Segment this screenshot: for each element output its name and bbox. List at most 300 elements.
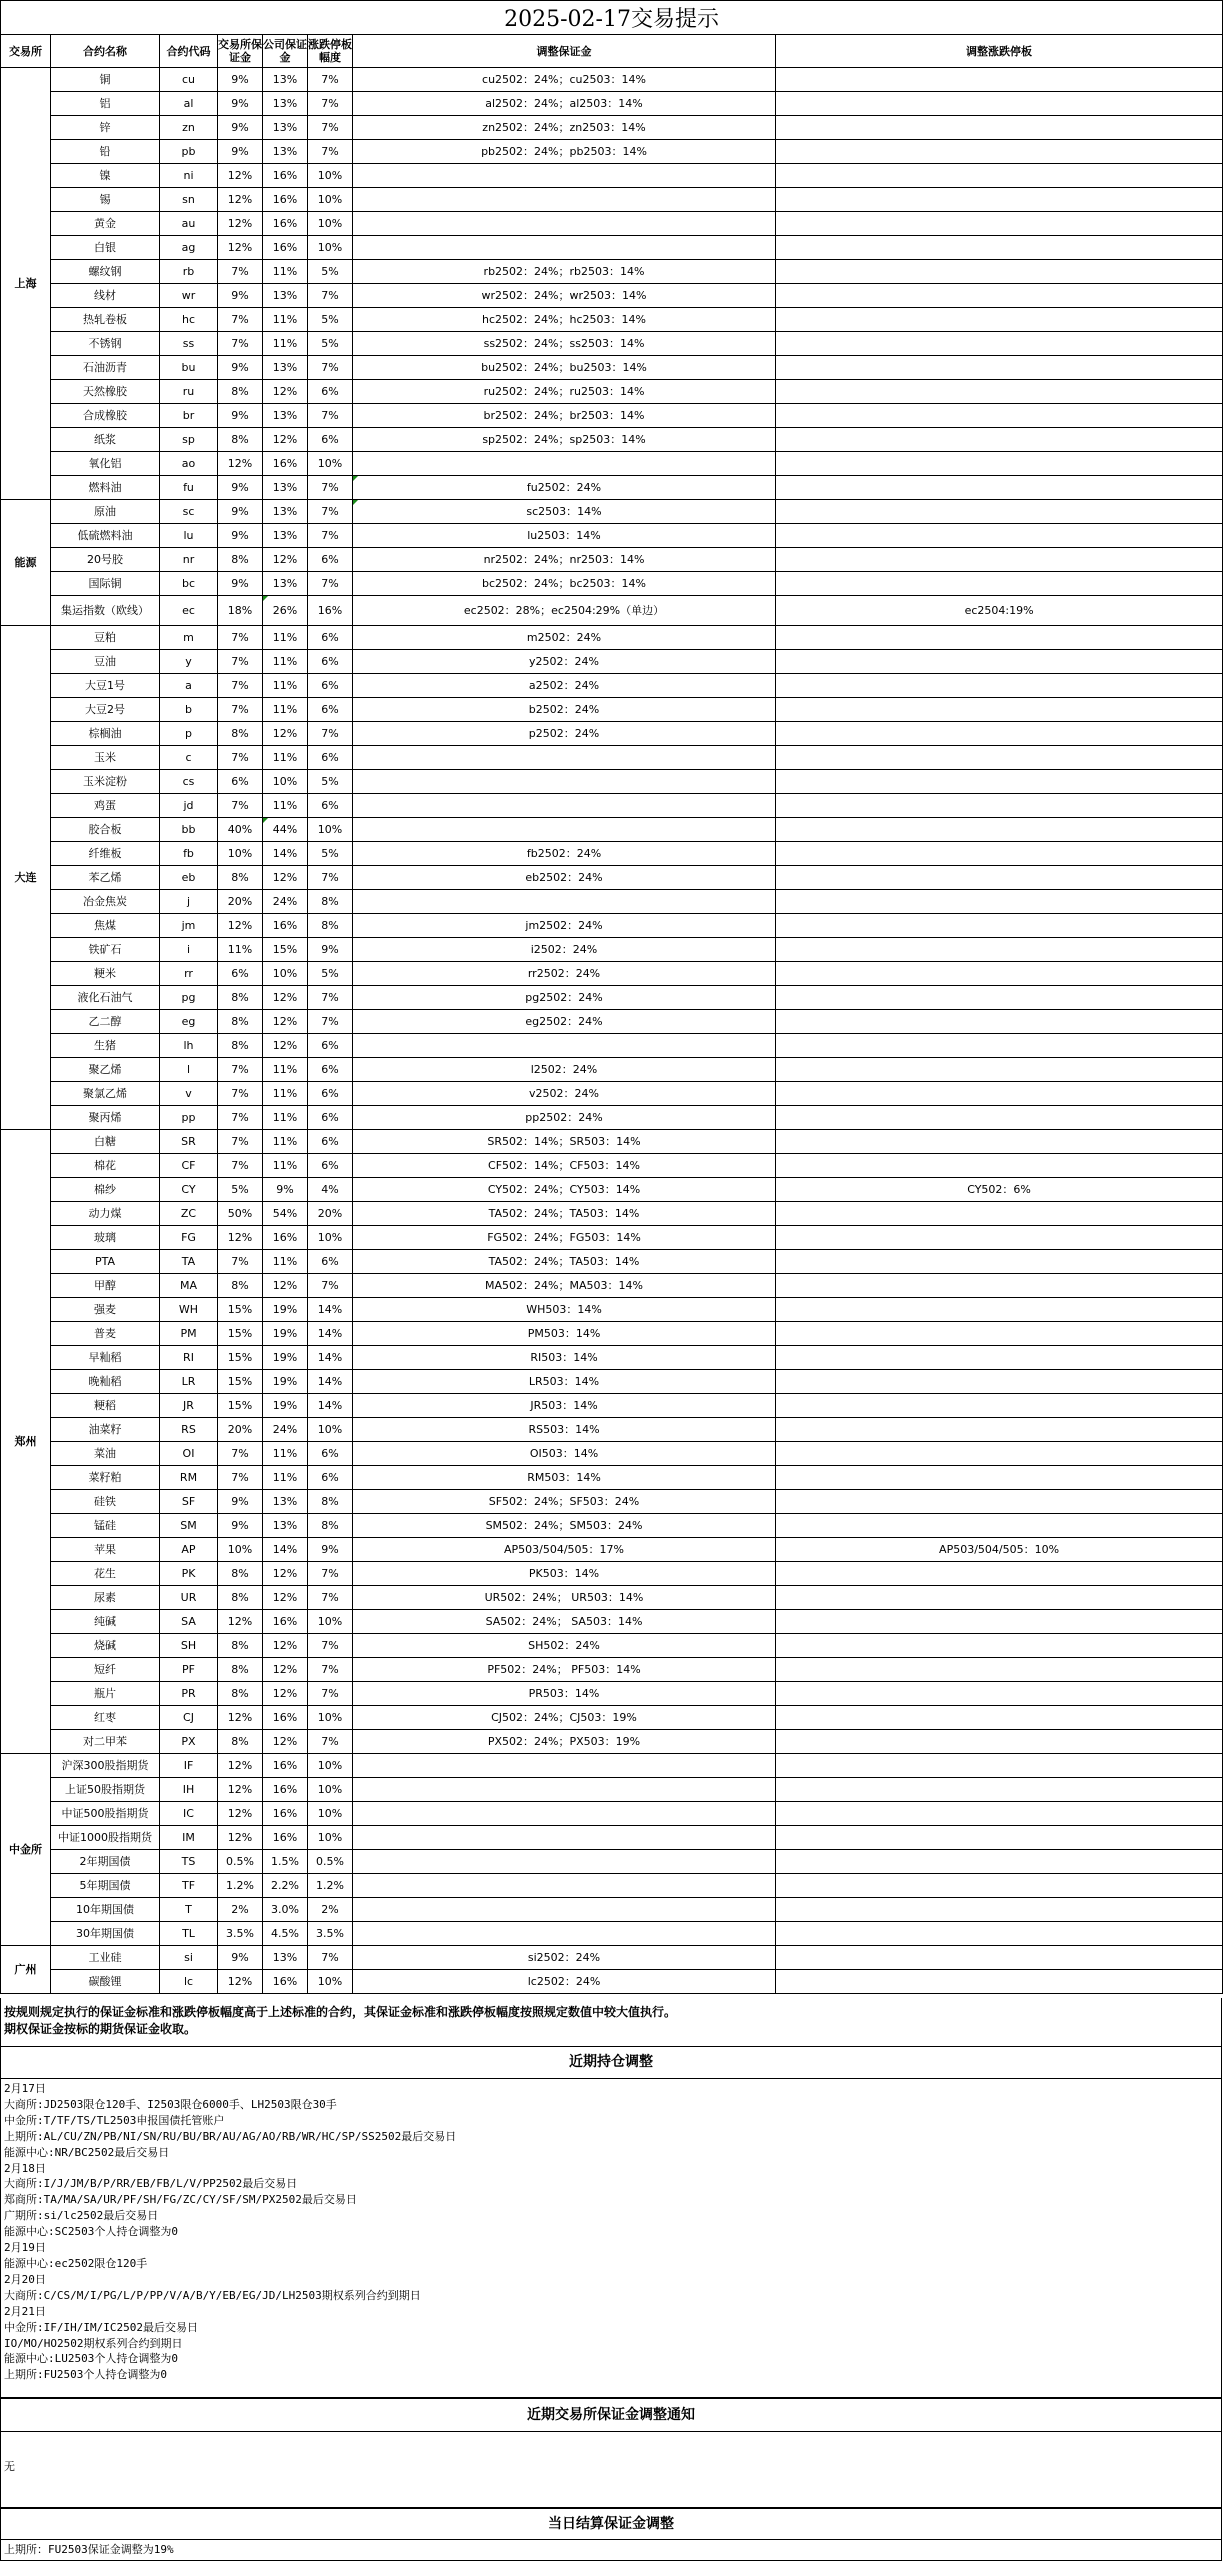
- limit-range-cell: 10%: [308, 1970, 353, 1994]
- exchange-margin-cell: 12%: [218, 164, 263, 188]
- adjust-limit-cell: [776, 1442, 1223, 1466]
- limit-range-cell: 6%: [308, 626, 353, 650]
- adjust-margin-cell: CF502：14%；CF503：14%: [353, 1154, 776, 1178]
- adjust-limit-cell: [776, 332, 1223, 356]
- adjust-margin-cell: ru2502：24%；ru2503：14%: [353, 380, 776, 404]
- contract-name-cell: 纸浆: [51, 428, 160, 452]
- header-row: [1, 35, 1223, 68]
- adjust-margin-cell: pb2502：24%；pb2503：14%: [353, 140, 776, 164]
- contract-name-cell: 铅: [51, 140, 160, 164]
- company-margin-cell: 16%: [263, 236, 308, 260]
- contract-code-cell: CF: [160, 1154, 218, 1178]
- table-row: [1, 500, 1223, 524]
- adjust-limit-cell: [776, 92, 1223, 116]
- exchange-margin-cell: 8%: [218, 380, 263, 404]
- contract-code-cell: i: [160, 938, 218, 962]
- limit-range-cell: 10%: [308, 1826, 353, 1850]
- adjust-margin-cell: y2502：24%: [353, 650, 776, 674]
- limit-range-cell: 7%: [308, 1634, 353, 1658]
- company-margin-cell: 16%: [263, 1826, 308, 1850]
- contract-code-cell: wr: [160, 284, 218, 308]
- exchange-margin-cell: 0.5%: [218, 1850, 263, 1874]
- contract-name-cell: 液化石油气: [51, 986, 160, 1010]
- limit-range-cell: 7%: [308, 356, 353, 380]
- exchange-margin-cell: 3.5%: [218, 1922, 263, 1946]
- company-margin-cell: 1.5%: [263, 1850, 308, 1874]
- limit-range-cell: 6%: [308, 1442, 353, 1466]
- company-margin-cell: 12%: [263, 1034, 308, 1058]
- exchange-margin-cell: 15%: [218, 1346, 263, 1370]
- company-margin-cell: 16%: [263, 1610, 308, 1634]
- adjust-margin-cell: [353, 1802, 776, 1826]
- table-row: [1, 92, 1223, 116]
- contract-code-cell: ZC: [160, 1202, 218, 1226]
- adjust-limit-cell: [776, 1034, 1223, 1058]
- exchange-margin-cell: 8%: [218, 1010, 263, 1034]
- adjust-margin-cell: [353, 188, 776, 212]
- company-margin-cell: 13%: [263, 476, 308, 500]
- exchange-margin-cell: 9%: [218, 1946, 263, 1970]
- contract-name-cell: 不锈钢: [51, 332, 160, 356]
- limit-range-cell: 6%: [308, 650, 353, 674]
- contract-code-cell: lc: [160, 1970, 218, 1994]
- contract-code-cell: y: [160, 650, 218, 674]
- contract-code-cell: SF: [160, 1490, 218, 1514]
- contract-name-cell: 纤维板: [51, 842, 160, 866]
- limit-range-cell: 6%: [308, 1466, 353, 1490]
- exchange-cell: 中金所: [1, 1754, 51, 1946]
- adjust-margin-cell: WH503：14%: [353, 1298, 776, 1322]
- exchange-margin-cell: 9%: [218, 140, 263, 164]
- exchange-margin-cell: 40%: [218, 818, 263, 842]
- adjust-limit-cell: [776, 1754, 1223, 1778]
- company-margin-cell: 11%: [263, 308, 308, 332]
- contract-code-cell: LR: [160, 1370, 218, 1394]
- contract-code-cell: SM: [160, 1514, 218, 1538]
- contract-code-cell: eb: [160, 866, 218, 890]
- company-margin-cell: 9%: [263, 1178, 308, 1202]
- header-contract-code: 合约代码: [160, 35, 218, 68]
- limit-range-cell: 14%: [308, 1370, 353, 1394]
- contract-code-cell: ag: [160, 236, 218, 260]
- contract-name-cell: 菜籽粕: [51, 1466, 160, 1490]
- adjust-margin-cell: i2502：24%: [353, 938, 776, 962]
- exchange-margin-cell: 1.2%: [218, 1874, 263, 1898]
- rule-notice-line: 期权保证金按标的期货保证金收取。: [4, 2022, 197, 2036]
- company-margin-cell: 19%: [263, 1298, 308, 1322]
- notice-line: 上期所：FU2503保证金调整为19%: [4, 2543, 174, 2556]
- contract-code-cell: fu: [160, 476, 218, 500]
- contract-name-cell: 强麦: [51, 1298, 160, 1322]
- limit-range-cell: 10%: [308, 1610, 353, 1634]
- limit-range-cell: 4%: [308, 1178, 353, 1202]
- settle-adjust-list: [0, 2540, 1222, 2561]
- adjust-margin-cell: [353, 1826, 776, 1850]
- exchange-margin-cell: 7%: [218, 1082, 263, 1106]
- table-row: [1, 380, 1223, 404]
- contract-code-cell: TA: [160, 1250, 218, 1274]
- contract-name-cell: 铜: [51, 68, 160, 92]
- table-row: [1, 404, 1223, 428]
- table-row: [1, 962, 1223, 986]
- table-row: [1, 1610, 1223, 1634]
- company-margin-cell: 11%: [263, 1466, 308, 1490]
- adjust-margin-cell: TA502：24%；TA503：14%: [353, 1202, 776, 1226]
- adjust-margin-cell: FG502：24%；FG503：14%: [353, 1226, 776, 1250]
- exchange-margin-cell: 7%: [218, 1442, 263, 1466]
- adjust-margin-cell: SH502：24%: [353, 1634, 776, 1658]
- adjust-limit-cell: [776, 1634, 1223, 1658]
- contract-code-cell: ru: [160, 380, 218, 404]
- contract-code-cell: eg: [160, 1010, 218, 1034]
- contract-name-cell: 棕榈油: [51, 722, 160, 746]
- table-row: [1, 1562, 1223, 1586]
- company-margin-cell: 13%: [263, 1490, 308, 1514]
- table-row: [1, 1202, 1223, 1226]
- table-row: [1, 1346, 1223, 1370]
- contract-name-cell: 尿素: [51, 1586, 160, 1610]
- company-margin-cell: 11%: [263, 1106, 308, 1130]
- contract-name-cell: 国际铜: [51, 572, 160, 596]
- exchange-margin-cell: 20%: [218, 1418, 263, 1442]
- table-row: [1, 572, 1223, 596]
- contract-name-cell: 大豆1号: [51, 674, 160, 698]
- limit-range-cell: 7%: [308, 986, 353, 1010]
- exchange-margin-cell: 11%: [218, 938, 263, 962]
- adjust-limit-cell: [776, 722, 1223, 746]
- contract-code-cell: IF: [160, 1754, 218, 1778]
- adjust-limit-cell: [776, 1826, 1223, 1850]
- notice-line: 2月19日: [4, 2241, 46, 2255]
- company-margin-cell: 13%: [263, 68, 308, 92]
- limit-range-cell: 5%: [308, 332, 353, 356]
- table-row: [1, 1682, 1223, 1706]
- contract-code-cell: rr: [160, 962, 218, 986]
- exchange-margin-cell: 15%: [218, 1370, 263, 1394]
- exchange-margin-cell: 18%: [218, 596, 263, 626]
- table-row: [1, 914, 1223, 938]
- adjust-margin-cell: pg2502：24%: [353, 986, 776, 1010]
- limit-range-cell: 6%: [308, 746, 353, 770]
- contract-code-cell: PF: [160, 1658, 218, 1682]
- adjust-limit-cell: [776, 1778, 1223, 1802]
- contract-code-cell: v: [160, 1082, 218, 1106]
- adjust-limit-cell: [776, 1370, 1223, 1394]
- adjust-margin-cell: rr2502：24%: [353, 962, 776, 986]
- company-margin-cell: 11%: [263, 1250, 308, 1274]
- adjust-limit-cell: [776, 890, 1223, 914]
- adjust-margin-cell: TA502：24%；TA503：14%: [353, 1250, 776, 1274]
- table-row: [1, 698, 1223, 722]
- contract-name-cell: 玉米: [51, 746, 160, 770]
- exchange-margin-cell: 9%: [218, 524, 263, 548]
- company-margin-cell: 11%: [263, 1058, 308, 1082]
- exchange-margin-cell: 8%: [218, 1682, 263, 1706]
- adjust-limit-cell: [776, 1418, 1223, 1442]
- table-row: [1, 818, 1223, 842]
- table-row: [1, 1730, 1223, 1754]
- adjust-limit-cell: [776, 1346, 1223, 1370]
- notice-line: 中金所:IF/IH/IM/IC2502最后交易日: [4, 2320, 198, 2334]
- contract-code-cell: TF: [160, 1874, 218, 1898]
- adjust-limit-cell: [776, 1058, 1223, 1082]
- contract-name-cell: 铁矿石: [51, 938, 160, 962]
- table-row: [1, 548, 1223, 572]
- contract-name-cell: 热轧卷板: [51, 308, 160, 332]
- exchange-margin-cell: 9%: [218, 1490, 263, 1514]
- exchange-margin-cell: 20%: [218, 890, 263, 914]
- adjust-margin-cell: SF502：24%；SF503：24%: [353, 1490, 776, 1514]
- adjust-margin-cell: jm2502：24%: [353, 914, 776, 938]
- adjust-limit-cell: [776, 842, 1223, 866]
- adjust-margin-cell: RS503：14%: [353, 1418, 776, 1442]
- adjust-limit-cell: [776, 260, 1223, 284]
- contract-name-cell: 上证50股指期货: [51, 1778, 160, 1802]
- contract-code-cell: SH: [160, 1634, 218, 1658]
- adjust-limit-cell: [776, 116, 1223, 140]
- contract-code-cell: si: [160, 1946, 218, 1970]
- adjust-margin-cell: al2502：24%；al2503：14%: [353, 92, 776, 116]
- company-margin-cell: 16%: [263, 1970, 308, 1994]
- notice-line: 大商所:JD2503限仓120手、I2503限仓6000手、LH2503限仓30手: [4, 2097, 337, 2111]
- table-row: [1, 452, 1223, 476]
- contract-code-cell: IH: [160, 1778, 218, 1802]
- contract-code-cell: FG: [160, 1226, 218, 1250]
- company-margin-cell: 24%: [263, 890, 308, 914]
- contract-code-cell: b: [160, 698, 218, 722]
- header-exchange-margin: 交易所保证金: [218, 35, 263, 68]
- company-margin-cell: 16%: [263, 1226, 308, 1250]
- limit-range-cell: 10%: [308, 212, 353, 236]
- contract-name-cell: 天然橡胶: [51, 380, 160, 404]
- adjust-margin-cell: [353, 1850, 776, 1874]
- limit-range-cell: 6%: [308, 428, 353, 452]
- contract-name-cell: 低硫燃料油: [51, 524, 160, 548]
- exchange-margin-cell: 8%: [218, 986, 263, 1010]
- table-row: [1, 1274, 1223, 1298]
- company-margin-cell: 11%: [263, 746, 308, 770]
- table-row: [1, 842, 1223, 866]
- adjust-limit-cell: [776, 1010, 1223, 1034]
- table-row: [1, 1130, 1223, 1154]
- adjust-limit-cell: [776, 1466, 1223, 1490]
- adjust-margin-cell: pp2502：24%: [353, 1106, 776, 1130]
- table-row: [1, 1538, 1223, 1562]
- company-margin-cell: 13%: [263, 116, 308, 140]
- adjust-limit-cell: [776, 1850, 1223, 1874]
- company-margin-cell: 11%: [263, 1130, 308, 1154]
- adjust-limit-cell: [776, 1274, 1223, 1298]
- page-title: 2025-02-17交易提示: [1, 1, 1223, 35]
- header-company-margin: 公司保证金: [263, 35, 308, 68]
- contract-code-cell: rb: [160, 260, 218, 284]
- adjust-limit-cell: [776, 308, 1223, 332]
- exchange-margin-cell: 12%: [218, 1826, 263, 1850]
- adjust-margin-cell: lu2503：14%: [353, 524, 776, 548]
- adjust-limit-cell: [776, 1970, 1223, 1994]
- rule-notice: [0, 1998, 1222, 2046]
- contract-code-cell: OI: [160, 1442, 218, 1466]
- contract-name-cell: 动力煤: [51, 1202, 160, 1226]
- table-row: [1, 428, 1223, 452]
- contract-name-cell: 5年期国债: [51, 1874, 160, 1898]
- limit-range-cell: 10%: [308, 818, 353, 842]
- table-row: [1, 626, 1223, 650]
- table-row: [1, 476, 1223, 500]
- adjust-limit-cell: [776, 794, 1223, 818]
- header-exchange: 交易所: [1, 35, 51, 68]
- adjust-limit-cell: [776, 1586, 1223, 1610]
- contract-code-cell: T: [160, 1898, 218, 1922]
- company-margin-cell: 24%: [263, 1418, 308, 1442]
- adjust-margin-cell: fu2502：24%: [353, 476, 776, 500]
- adjust-margin-cell: OI503：14%: [353, 1442, 776, 1466]
- table-row: [1, 1226, 1223, 1250]
- company-margin-cell: 11%: [263, 1082, 308, 1106]
- adjust-margin-cell: SM502：24%；SM503：24%: [353, 1514, 776, 1538]
- limit-range-cell: 7%: [308, 572, 353, 596]
- adjust-margin-cell: lc2502：24%: [353, 1970, 776, 1994]
- table-row: [1, 1106, 1223, 1130]
- table-row: [1, 236, 1223, 260]
- margin-notice-list: [0, 2432, 1222, 2508]
- limit-range-cell: 7%: [308, 284, 353, 308]
- contract-name-cell: 甲醇: [51, 1274, 160, 1298]
- table-row: [1, 1850, 1223, 1874]
- adjust-margin-cell: v2502：24%: [353, 1082, 776, 1106]
- exchange-margin-cell: 2%: [218, 1898, 263, 1922]
- adjust-limit-cell: [776, 866, 1223, 890]
- notice-line: 无: [4, 2460, 15, 2473]
- exchange-margin-cell: 15%: [218, 1298, 263, 1322]
- contract-name-cell: 原油: [51, 500, 160, 524]
- adjust-limit-cell: [776, 1562, 1223, 1586]
- contract-name-cell: 聚氯乙烯: [51, 1082, 160, 1106]
- adjust-limit-cell: [776, 284, 1223, 308]
- adjust-limit-cell: [776, 770, 1223, 794]
- company-margin-cell: 16%: [263, 1802, 308, 1826]
- limit-range-cell: 0.5%: [308, 1850, 353, 1874]
- exchange-margin-cell: 6%: [218, 962, 263, 986]
- contract-name-cell: 铝: [51, 92, 160, 116]
- settle-adjust-title: 当日结算保证金调整: [0, 2508, 1222, 2540]
- contract-name-cell: 白银: [51, 236, 160, 260]
- contract-name-cell: 30年期国债: [51, 1922, 160, 1946]
- contract-name-cell: 工业硅: [51, 1946, 160, 1970]
- table-row: [1, 794, 1223, 818]
- exchange-margin-cell: 7%: [218, 308, 263, 332]
- limit-range-cell: 7%: [308, 524, 353, 548]
- table-row: [1, 596, 1223, 626]
- company-margin-cell: 12%: [263, 1658, 308, 1682]
- table-row: [1, 1658, 1223, 1682]
- table-row: [1, 1442, 1223, 1466]
- company-margin-cell: 13%: [263, 1514, 308, 1538]
- exchange-margin-cell: 7%: [218, 746, 263, 770]
- limit-range-cell: 7%: [308, 1658, 353, 1682]
- contract-name-cell: 油菜籽: [51, 1418, 160, 1442]
- adjust-limit-cell: [776, 236, 1223, 260]
- adjust-margin-cell: LR503：14%: [353, 1370, 776, 1394]
- contract-code-cell: lh: [160, 1034, 218, 1058]
- table-row: [1, 140, 1223, 164]
- notice-line: 能源中心:ec2502限仓120手: [4, 2256, 148, 2270]
- adjust-margin-cell: ss2502：24%；ss2503：14%: [353, 332, 776, 356]
- company-margin-cell: 13%: [263, 356, 308, 380]
- contract-name-cell: 菜油: [51, 1442, 160, 1466]
- limit-range-cell: 14%: [308, 1298, 353, 1322]
- adjust-margin-cell: [353, 890, 776, 914]
- exchange-margin-cell: 9%: [218, 116, 263, 140]
- table-row: [1, 164, 1223, 188]
- adjust-margin-cell: ec2502：28%；ec2504:29%（单边）: [353, 596, 776, 626]
- contract-code-cell: ss: [160, 332, 218, 356]
- exchange-margin-cell: 10%: [218, 1538, 263, 1562]
- adjust-limit-cell: [776, 1490, 1223, 1514]
- contract-code-cell: bc: [160, 572, 218, 596]
- exchange-margin-cell: 12%: [218, 188, 263, 212]
- notice-line: 郑商所:TA/MA/SA/UR/PF/SH/FG/ZC/CY/SF/SM/PX2502最后交易日: [4, 2193, 357, 2207]
- adjust-margin-cell: [353, 452, 776, 476]
- contract-name-cell: 碳酸锂: [51, 1970, 160, 1994]
- adjust-limit-cell: [776, 380, 1223, 404]
- adjust-margin-cell: [353, 794, 776, 818]
- adjust-margin-cell: p2502：24%: [353, 722, 776, 746]
- company-margin-cell: 19%: [263, 1322, 308, 1346]
- adjust-limit-cell: [776, 938, 1223, 962]
- table-row: [1, 1946, 1223, 1970]
- adjust-margin-cell: [353, 818, 776, 842]
- table-row: [1, 770, 1223, 794]
- contract-name-cell: 短纤: [51, 1658, 160, 1682]
- exchange-margin-cell: 12%: [218, 1802, 263, 1826]
- table-row: [1, 356, 1223, 380]
- adjust-limit-cell: [776, 1946, 1223, 1970]
- adjust-limit-cell: [776, 500, 1223, 524]
- table-row: [1, 986, 1223, 1010]
- contract-code-cell: m: [160, 626, 218, 650]
- company-margin-cell: 19%: [263, 1346, 308, 1370]
- company-margin-cell: 11%: [263, 650, 308, 674]
- exchange-margin-cell: 7%: [218, 1058, 263, 1082]
- limit-range-cell: 7%: [308, 1010, 353, 1034]
- adjust-margin-cell: bc2502：24%；bc2503：14%: [353, 572, 776, 596]
- exchange-margin-cell: 8%: [218, 548, 263, 572]
- limit-range-cell: 10%: [308, 452, 353, 476]
- exchange-margin-cell: 8%: [218, 1730, 263, 1754]
- contract-name-cell: 中证1000股指期货: [51, 1826, 160, 1850]
- exchange-margin-cell: 8%: [218, 1586, 263, 1610]
- limit-range-cell: 10%: [308, 1418, 353, 1442]
- exchange-margin-cell: 6%: [218, 770, 263, 794]
- exchange-cell: 大连: [1, 626, 51, 1130]
- contract-name-cell: 锰硅: [51, 1514, 160, 1538]
- company-margin-cell: 13%: [263, 140, 308, 164]
- contract-name-cell: 石油沥青: [51, 356, 160, 380]
- adjust-margin-cell: si2502：24%: [353, 1946, 776, 1970]
- company-margin-cell: 13%: [263, 92, 308, 116]
- exchange-margin-cell: 8%: [218, 866, 263, 890]
- contract-name-cell: 锡: [51, 188, 160, 212]
- limit-range-cell: 1.2%: [308, 1874, 353, 1898]
- contract-name-cell: 中证500股指期货: [51, 1802, 160, 1826]
- notice-line: 大商所:C/CS/M/I/PG/L/P/PP/V/A/B/Y/EB/EG/JD/LH2503期权系列合约到期日: [4, 2288, 421, 2302]
- adjust-margin-cell: rb2502：24%；rb2503：14%: [353, 260, 776, 284]
- exchange-margin-cell: 12%: [218, 212, 263, 236]
- adjust-limit-cell: [776, 1082, 1223, 1106]
- limit-range-cell: 6%: [308, 1250, 353, 1274]
- contract-code-cell: JR: [160, 1394, 218, 1418]
